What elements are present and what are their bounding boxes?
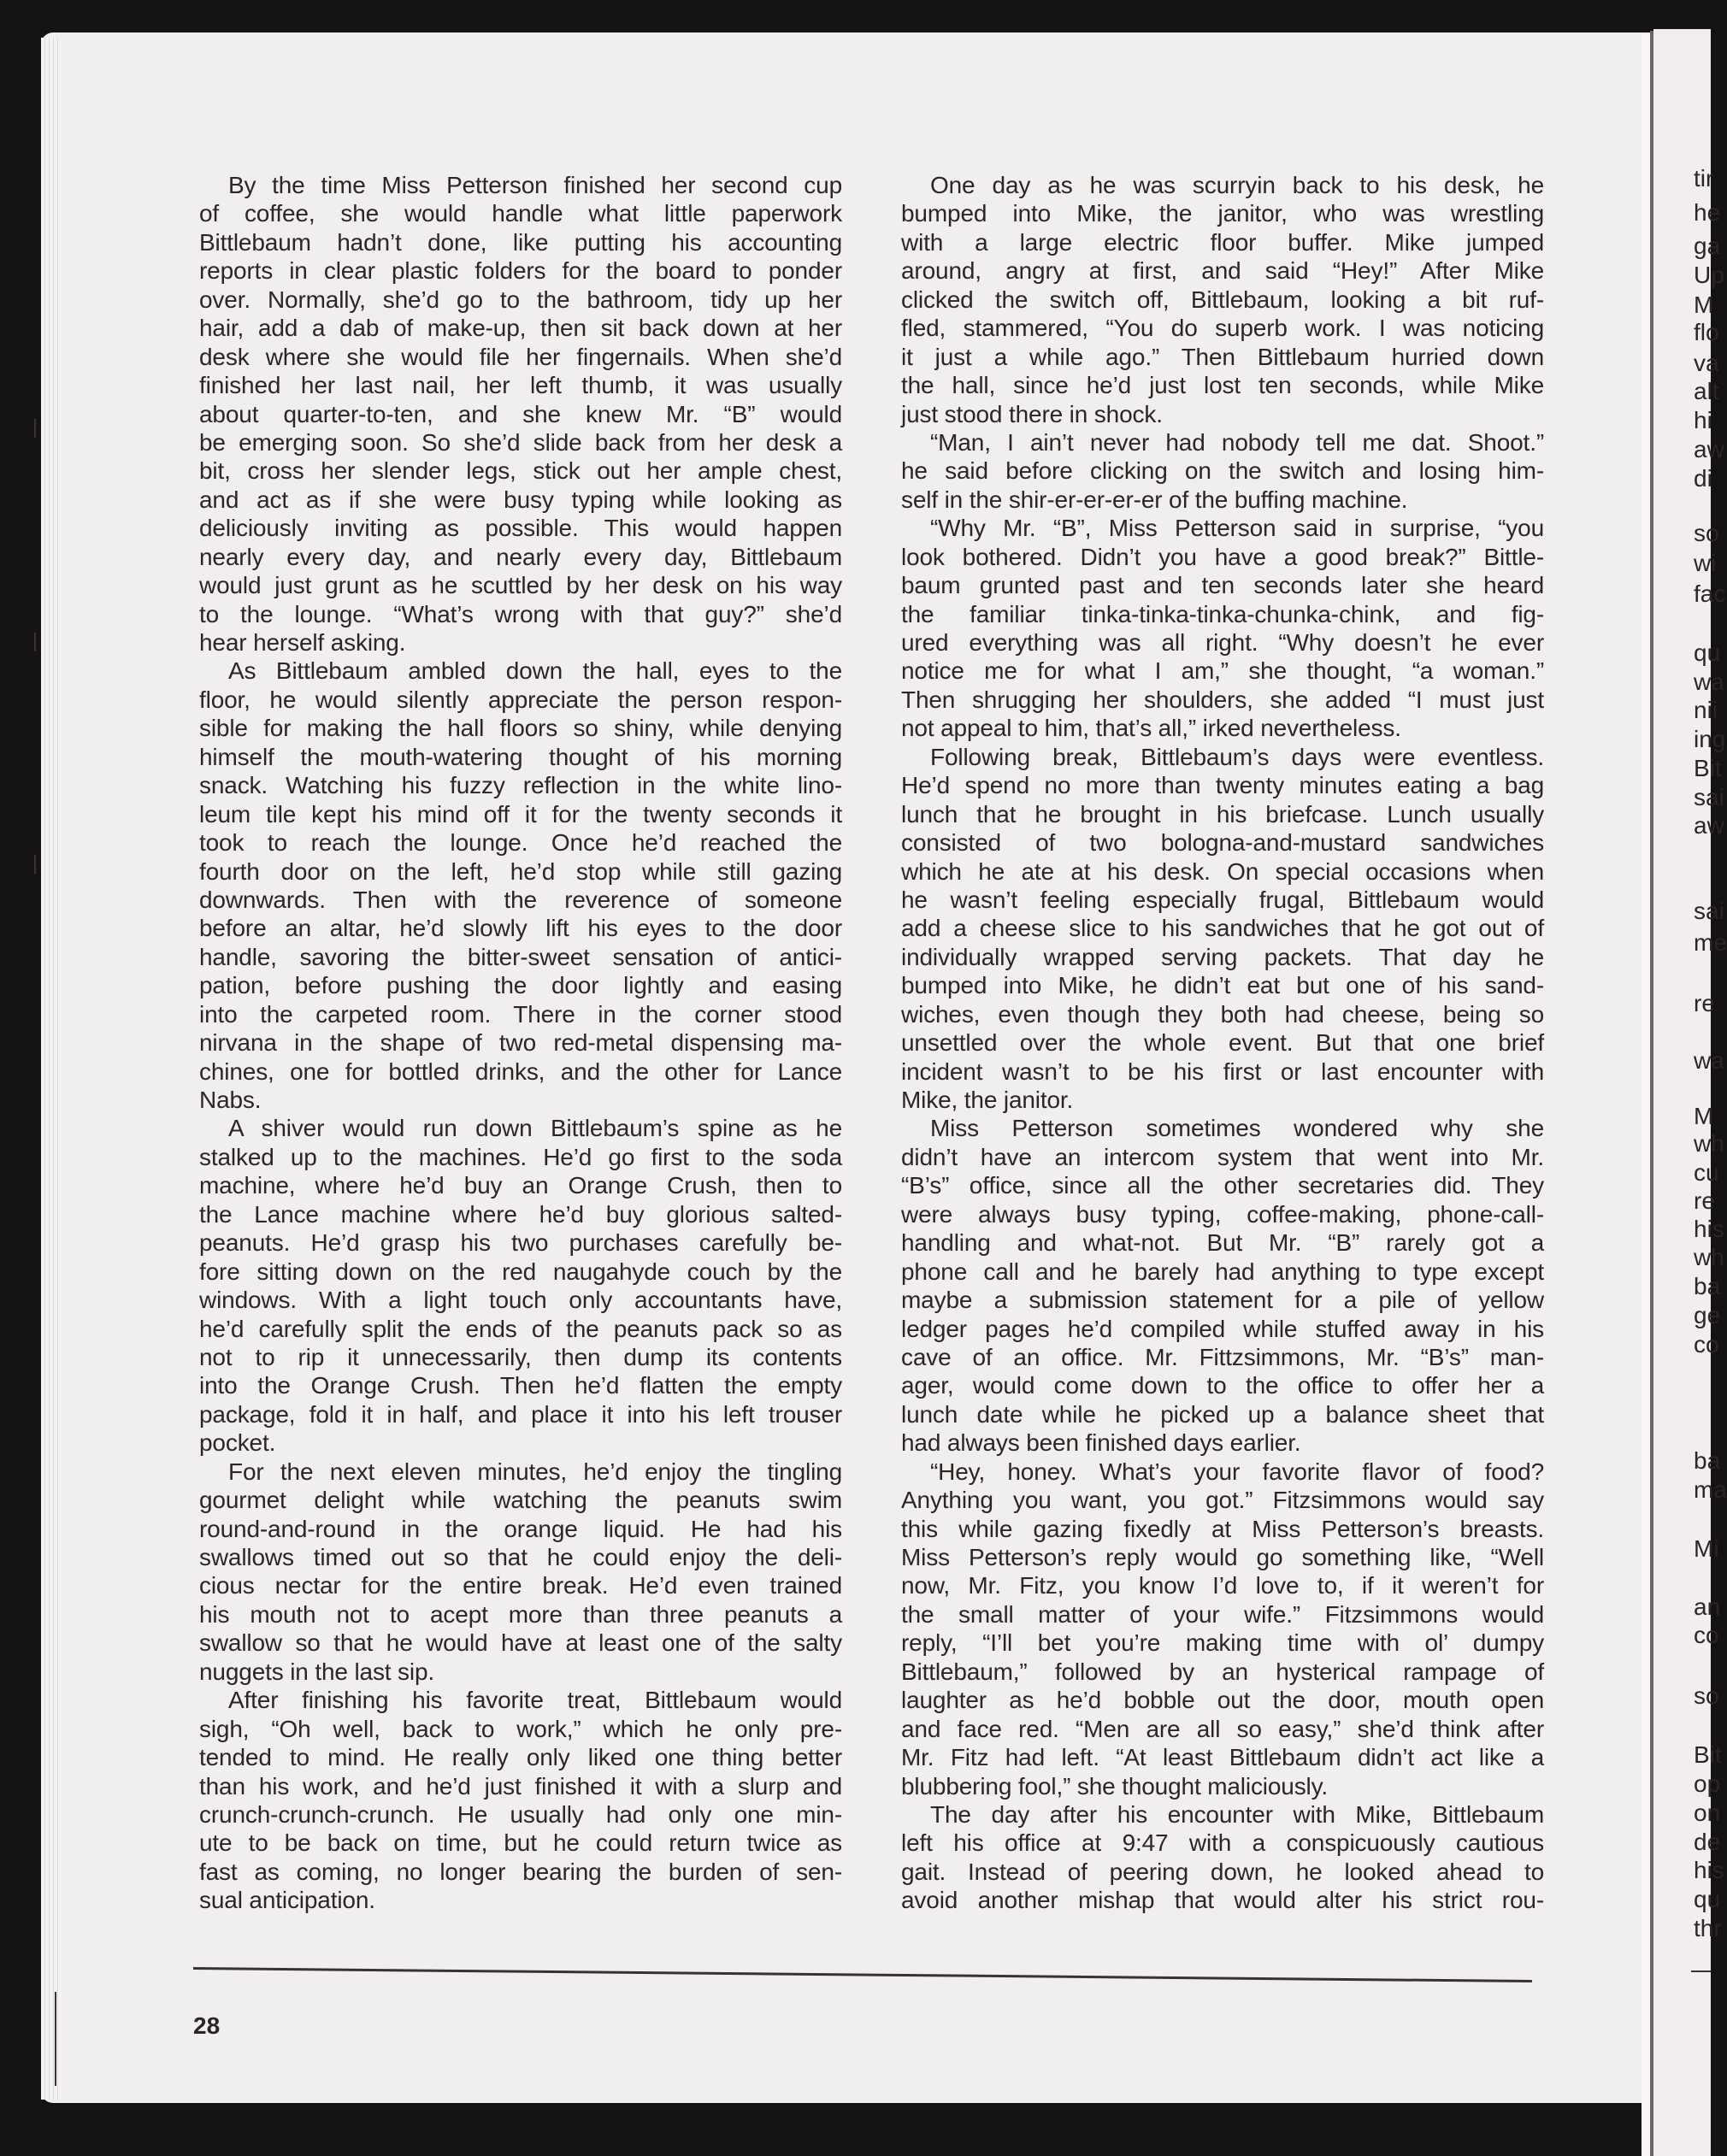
next-page-fragment: ma (1694, 1476, 1727, 1503)
next-page-fragment: fac (1694, 580, 1726, 607)
text-line: lunch that he brought in his briefcase. Lunch usually (901, 800, 1544, 828)
text-line: round-and-round in the orange liquid. He had his (199, 1515, 842, 1542)
paragraph (901, 743, 1544, 1115)
text-line: phone call and he barely had anything to type except (901, 1258, 1544, 1285)
next-page-fragment: Up (1694, 262, 1724, 288)
text-line: As Bittlebaum ambled down the hall, eyes to the (228, 657, 842, 685)
text-line: deliciously inviting as possible. This would happen (199, 515, 842, 542)
paragraph (901, 428, 1544, 514)
text-line: fore sitting down on the red naugahyde couch by the (199, 1258, 842, 1285)
next-page-fragment: Bit (1694, 1741, 1722, 1768)
paragraph (199, 1458, 842, 1687)
next-page-fragment: he (1694, 199, 1721, 226)
text-line: cious nectar for the entire break. He’d even trained (199, 1572, 842, 1599)
text-line: Following break, Bittlebaum’s days were eventless. (930, 743, 1544, 770)
text-line: just stood there in shock. (901, 400, 1163, 427)
text-line: around, angry at first, and said “Hey!” After Mike (901, 257, 1544, 285)
next-page-fragment: so (1694, 520, 1719, 546)
text-line: After finishing his favorite treat, Bittlebaum would (228, 1687, 842, 1714)
text-line: nuggets in the last sip. (199, 1658, 435, 1685)
text-line: self in the shir-er-er-er-er of the buffing machine. (901, 486, 1408, 513)
text-line: himself the mouth-watering thought of his morning (199, 743, 842, 770)
text-line: not to rip it unnecessarily, then dump its contents (199, 1343, 842, 1370)
text-line: bit, cross her slender legs, stick out her ample chest, (199, 457, 842, 485)
next-page-fragment: hi (1694, 407, 1712, 433)
next-page-fragment: co (1694, 1331, 1719, 1358)
text-line: For the next eleven minutes, he’d enjoy the tingling (228, 1458, 842, 1485)
next-page-fragment: alt (1694, 378, 1719, 404)
text-line: baum grunted past and ten seconds later she heard (901, 572, 1544, 599)
next-page-fragment: on (1694, 1800, 1721, 1826)
text-line: consisted of two bologna-and-mustard sandwiches (901, 829, 1544, 857)
next-page-fragment: ing (1694, 726, 1726, 752)
next-page-fragment: op (1694, 1770, 1721, 1797)
edge-mark (34, 633, 36, 651)
text-line: before an altar, he’d slowly lift his eyes to the door (199, 915, 842, 942)
text-line: than his work, and he’d just finished it with a slurp and (199, 1772, 842, 1800)
next-page-fragment: qu (1694, 1886, 1721, 1912)
text-line: sual anticipation. (199, 1887, 375, 1914)
text-line: package, fold it in half, and place it into his left trouser (199, 1400, 842, 1428)
text-line: downwards. Then with the reverence of someone (199, 886, 842, 913)
text-line: look bothered. Didn’t you have a good break?” Bittle- (901, 543, 1544, 570)
text-line: chines, one for bottled drinks, and the other for Lance (199, 1057, 842, 1085)
text-line: Nabs. (199, 1087, 262, 1113)
text-line: he said before clicking on the switch and losing him- (901, 457, 1544, 485)
next-page-fragment: flo (1694, 319, 1719, 345)
next-page-fragment: tir (1694, 165, 1714, 191)
next-page-fragment: re (1694, 990, 1715, 1016)
text-line: swallows timed out so that he could enjoy the deli- (199, 1544, 842, 1570)
text-line: Anything you want, you got.” Fitzsimmons would say (901, 1487, 1544, 1514)
text-line: the Lance machine where he’d buy glorious salted- (199, 1200, 842, 1228)
next-page-fragment: aw (1694, 812, 1724, 839)
next-page-fragment: an (1694, 1593, 1721, 1620)
text-line: One day as he was scurryin back to his desk, he (930, 172, 1544, 198)
text-line: Mike, the janitor. (901, 1087, 1074, 1113)
text-line: this while gazing fixedly at Miss Petterson’s breasts. (901, 1515, 1544, 1542)
next-page-fragment: ge (1694, 1302, 1721, 1328)
paragraph (199, 657, 842, 1114)
text-line: He’d spend no more than twenty minutes eating a bag (901, 772, 1544, 799)
next-page-rule (1691, 1970, 1711, 1972)
text-line: finished her last nail, her left thumb, it was usually (199, 372, 842, 399)
next-page-fragment: ga (1694, 233, 1721, 259)
text-line: and act as if she were busy typing while looking as (199, 486, 842, 513)
text-line: incident wasn’t to be his first or last encounter with (901, 1057, 1544, 1085)
paragraph (901, 1458, 1544, 1800)
text-line: nirvana in the shape of two red-metal dispensing ma- (199, 1029, 842, 1057)
text-line: crunch-crunch-crunch. He usually had only one min- (199, 1800, 842, 1828)
text-line: the hall, since he’d just lost ten seconds, while Mike (901, 372, 1544, 399)
text-line: with a large electric floor buffer. Mike jumped (901, 228, 1544, 256)
text-line: stalked up to the machines. He’d go first to the soda (199, 1143, 842, 1170)
text-line: the small matter of your wife.” Fitzsimmons would (901, 1600, 1544, 1628)
text-line: floor, he would silently appreciate the person respon- (199, 686, 842, 713)
next-page-fragment: sai (1694, 784, 1724, 810)
paragraph (901, 1800, 1544, 1915)
next-page-fragment: Mi (1694, 1535, 1719, 1562)
next-page-fragment: his (1694, 1857, 1724, 1883)
text-line: ledger pages he’d compiled while stuffed away in his (901, 1315, 1544, 1342)
text-line: were always busy typing, coffee-making, phone-call- (901, 1200, 1544, 1228)
binding-edge-line (55, 1992, 56, 2086)
text-line: took to reach the lounge. Once he’d reached the (199, 829, 842, 857)
text-line: machine, where he’d buy an Orange Crush, then to (199, 1172, 842, 1199)
text-line: pocket. (199, 1429, 276, 1457)
next-page-fragment: nii (1694, 697, 1718, 723)
next-page-fragment: ba (1694, 1447, 1721, 1474)
text-line: he wasn’t feeling especially frugal, Bittlebaum would (901, 886, 1544, 913)
next-page-fragment: di (1694, 465, 1712, 492)
text-line: “B’s” office, since all the other secretaries did. They (901, 1172, 1544, 1199)
edge-mark (34, 855, 36, 874)
text-line: “Man, I ain’t never had nobody tell me dat. Shoot.” (930, 428, 1544, 456)
text-line: “Hey, honey. What’s your favorite flavor of food? (930, 1458, 1544, 1485)
text-line: gait. Instead of peering down, he looked ahead to (901, 1858, 1544, 1885)
text-line: wiches, even though they both had cheese, being so (901, 1000, 1544, 1028)
next-page-fragment: qu (1694, 639, 1721, 666)
text-line: into the carpeted room. There in the corner stood (199, 1000, 842, 1028)
page-number: 28 (193, 2012, 221, 2039)
text-line: over. Normally, she’d go to the bathroom, tidy up her (199, 286, 842, 313)
text-line: lunch date while he picked up a balance sheet that (901, 1400, 1544, 1428)
text-line: Bittlebaum hadn’t done, like putting his accounting (199, 228, 842, 256)
text-line: hair, add a dab of make-up, then sit back down at her (199, 315, 842, 342)
text-line: leum tile kept his mind off it for the twenty seconds it (199, 800, 842, 828)
text-line: add a cheese slice to his sandwiches that he got out of (901, 915, 1544, 942)
text-line: handling and what-not. But Mr. “B” rarely got a (901, 1229, 1544, 1257)
next-page-fragment: thr (1694, 1915, 1722, 1941)
text-line: now, Mr. Fitz, you know I’d love to, if it weren’t for (901, 1572, 1544, 1599)
next-page-fragment: me (1694, 929, 1727, 956)
text-line: fled, stammered, “You do superb work. I was noticing (901, 315, 1544, 342)
text-line: left his office at 9:47 with a conspicuously cautious (901, 1829, 1544, 1857)
text-line: didn’t have an intercom system that went into Mr. (901, 1143, 1544, 1170)
text-line: “Why Mr. “B”, Miss Petterson said in surprise, “you (930, 515, 1544, 542)
text-line: reply, “I’ll bet you’re making time with ol’ dumpy (901, 1629, 1544, 1657)
next-page-fragment: so (1694, 1682, 1719, 1709)
next-page-fragment: M (1694, 292, 1714, 318)
text-line: sigh, “Oh well, back to work,” which he only pre- (199, 1715, 842, 1742)
text-line: fourth door on the left, he’d stop while still gazing (199, 857, 842, 885)
text-line: ager, would come down to the office to offer her a (901, 1372, 1544, 1399)
next-page-fragment: re (1694, 1187, 1715, 1214)
next-page-fragment: wi (1694, 550, 1717, 576)
paragraph (901, 514, 1544, 743)
text-line: The day after his encounter with Mike, Bittlebaum (930, 1800, 1544, 1828)
text-line: windows. With a light touch only accountants have, (199, 1287, 842, 1314)
text-line: would just grunt as he scuttled by her desk on his way (199, 572, 842, 599)
text-line: Then shrugging her shoulders, she added “I must just (901, 686, 1544, 713)
text-line: individually wrapped serving packets. That day he (901, 943, 1544, 970)
text-line: of coffee, she would handle what little paperwork (199, 200, 842, 227)
text-line: laughter as he’d bobble out the door, mouth open (901, 1687, 1544, 1714)
text-line: By the time Miss Petterson finished her second cup (228, 172, 842, 198)
text-line: fast as coming, no longer bearing the burden of sen- (199, 1858, 842, 1885)
text-line: which he ate at his desk. On special occasions when (901, 857, 1544, 885)
next-page-fragment: wh (1694, 1130, 1724, 1157)
paragraph (199, 1686, 842, 1915)
next-page-fragment: aw (1694, 436, 1724, 462)
paragraph (901, 171, 1544, 428)
text-line: maybe a submission statement for a pile of yellow (901, 1287, 1544, 1314)
text-line: Miss Petterson’s reply would go something like, “Well (901, 1544, 1544, 1570)
next-page-fragment: cu (1694, 1159, 1719, 1186)
text-line: about quarter-to-ten, and she knew Mr. “B” would (199, 400, 842, 427)
text-line: and face red. “Men are all so easy,” she’d think after (901, 1715, 1544, 1742)
next-page-fragment: his (1694, 1216, 1724, 1242)
text-line: desk where she would file her fingernails. When she’d (199, 343, 842, 370)
text-line: ute to be back on time, but he could return twice as (199, 1829, 842, 1857)
text-line: Miss Petterson sometimes wondered why she (930, 1115, 1544, 1142)
next-page-fragment: wh (1694, 1244, 1724, 1270)
text-line: cave of an office. Mr. Fittzsimmons, Mr. “B’s” man- (901, 1343, 1544, 1370)
right-text-column (901, 171, 1544, 1915)
paragraph (901, 1114, 1544, 1457)
text-line: had always been finished days earlier. (901, 1429, 1301, 1457)
text-line: his mouth not to acept more than three peanuts a (199, 1600, 842, 1628)
text-line: Bittlebaum,” followed by an hysterical rampage of (901, 1658, 1544, 1685)
text-line: into the Orange Crush. Then he’d flatten the empty (199, 1372, 842, 1399)
text-line: hear herself asking. (199, 629, 406, 656)
page-stack-edges (41, 38, 62, 2100)
next-page-fragment: va (1694, 350, 1719, 376)
text-line: sible for making the hall floors so shiny, while denying (199, 715, 842, 742)
text-line: not appeal to him, that’s all,” irked nevertheless. (901, 715, 1401, 742)
next-page-fragment: M (1694, 1103, 1714, 1129)
text-line: reports in clear plastic folders for the board to ponder (199, 257, 842, 285)
text-line: bumped into Mike, the janitor, who was wrestling (901, 200, 1544, 227)
text-line: handle, savoring the bitter-sweet sensation of antici- (199, 943, 842, 970)
next-page-fragment: co (1694, 1622, 1719, 1648)
text-line: it just a while ago.” Then Bittlebaum hurried down (901, 343, 1544, 370)
text-line: bumped into Mike, he didn’t eat but one of his sand- (901, 972, 1544, 999)
text-line: ured everything was all right. “Why doesn’t he ever (901, 629, 1544, 656)
text-line: nearly every day, and nearly every day, Bittlebaum (199, 543, 842, 570)
text-line: A shiver would run down Bittlebaum’s spine as he (228, 1115, 842, 1142)
next-page-fragment: wa (1694, 669, 1724, 695)
text-line: peanuts. He’d grasp his two purchases carefully be- (199, 1229, 842, 1257)
paragraph (199, 1114, 842, 1457)
text-line: clicked the switch off, Bittlebaum, looking a bit ruf- (901, 286, 1544, 313)
edge-mark (34, 419, 36, 438)
text-line: he’d carefully split the ends of the peanuts pack so as (199, 1315, 842, 1342)
text-line: pation, before pushing the door lightly and easing (199, 972, 842, 999)
text-line: tended to mind. He really only liked one thing better (199, 1744, 842, 1771)
text-line: avoid another mishap that would alter his strict rou- (901, 1887, 1544, 1914)
left-text-column (199, 171, 842, 1915)
next-page-fragment: wa (1694, 1047, 1724, 1074)
text-line: be emerging soon. So she’d slide back from her desk a (199, 428, 842, 456)
next-page-fragment: ba (1694, 1273, 1721, 1299)
text-line: Mr. Fitz had left. “At least Bittlebaum didn’t act like a (901, 1744, 1544, 1771)
text-line: swallow so that he would have at least one of the salty (199, 1629, 842, 1657)
text-line: to the lounge. “What’s wrong with that guy?” she’d (199, 600, 842, 627)
text-line: gourmet delight while watching the peanuts swim (199, 1487, 842, 1514)
text-line: snack. Watching his fuzzy reflection in the white lino- (199, 772, 842, 799)
paragraph (199, 171, 842, 657)
text-line: notice me for what I am,” she thought, “a woman.” (901, 657, 1544, 685)
text-line: blubbering fool,” she thought maliciously. (901, 1772, 1329, 1800)
text-line: the familiar tinka-tinka-tinka-chunka-chink, and fig- (901, 600, 1544, 627)
next-page-fragment: Bit (1694, 755, 1722, 781)
text-line: unsettled over the whole event. But that one brief (901, 1029, 1544, 1057)
next-page-fragment: sai (1694, 898, 1724, 924)
next-page-fragment: de (1694, 1829, 1721, 1855)
